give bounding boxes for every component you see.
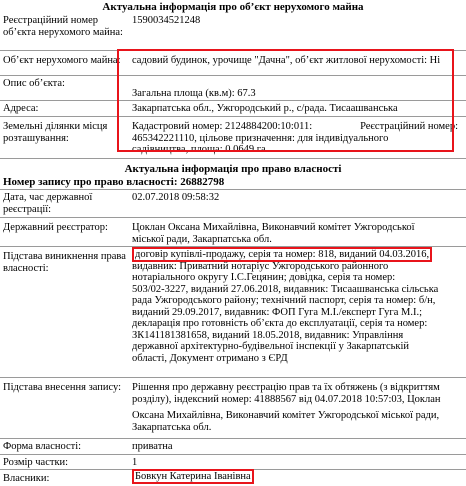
registrar-value — [128, 218, 466, 246]
registrar-label: Державний реєстратор: — [3, 222, 108, 233]
entry-line: Закарпатська обл. — [132, 421, 212, 433]
land-row — [0, 117, 466, 159]
address-value: Закарпатська обл., Ужгородський р., с/рада. Тисаашванська — [132, 103, 398, 114]
land-reg-label: Реєстраційний номер: — [360, 121, 458, 132]
reg-number-row — [0, 15, 466, 51]
share-row — [0, 455, 466, 470]
entry-line: Оксана Михайлівна, Виконавчий комітет Ужгородської міської ради, — [132, 410, 440, 421]
section-title-ownership: Актуальна інформація про право власності — [124, 163, 342, 175]
address-label: Адреса: — [3, 103, 39, 114]
property-table — [0, 15, 466, 159]
share-value: 1 — [132, 457, 138, 468]
form-label: Форма власності: — [3, 441, 82, 452]
entry-line: розділу), індексний номер: 41888567 від 04.07.2018 10:57:03, Цоклан — [132, 393, 441, 405]
basis-line: області, Документ отримано з ЄРД — [132, 352, 288, 364]
cadastral-number: Кадастровий номер: 2124884200:10:011: — [132, 121, 313, 132]
land-value — [128, 117, 466, 158]
basis-line: декларація про готовність об’єкта до експлуатації, серія та номер: — [132, 318, 428, 329]
object-value: садовий будинок, урочище "Дачна", об’єкт житлової нерухомості: Ні — [132, 55, 441, 66]
registrar-row — [0, 218, 466, 247]
basis-line: рада Ужгородського району; технічний паспорт, серія та номер: б/н, — [132, 295, 436, 306]
basis-value — [128, 247, 466, 377]
reg-number-value: 1590034521248 — [132, 15, 201, 26]
date-row — [0, 190, 466, 218]
object-row — [0, 51, 466, 76]
basis-line: видавник: Приватний нотаріус Ужгородського районного — [132, 260, 389, 272]
date-label: Дата, час державної реєстрації: — [3, 192, 93, 215]
date-value: 02.07.2018 09:58:32 — [132, 192, 220, 203]
entry-row — [0, 378, 466, 439]
owners-row — [0, 470, 466, 486]
reg-number-label: Реєстраційний номер об’єкта нерухомого майна: — [3, 15, 123, 38]
registrar-line-2: міської ради, Закарпатська обл. — [132, 233, 272, 245]
owners-label: Власники: — [3, 473, 50, 484]
owners-value: Бовкун Катерина Іванівна — [132, 469, 254, 484]
owners-value-wrap — [128, 470, 466, 486]
basis-row — [0, 247, 466, 378]
basis-line: нотаріального округу І.С.Гецянин; довідка, серія та номер: — [132, 272, 396, 283]
description-label: Опис об’єкта: — [3, 78, 65, 89]
land-purpose: 465342221110, цільове призначення: для індивідуального — [132, 132, 389, 144]
basis-line: державної архітектурно-будівельної інспекції у Закарпатській — [132, 341, 410, 352]
share-label: Розмір частки: — [3, 457, 69, 468]
land-label: Земельні ділянки місця розташування: — [3, 121, 108, 144]
description-row — [0, 76, 466, 101]
section-title-property: Актуальна інформація про об’єкт нерухомого майна — [102, 1, 364, 13]
land-area: садівництва, площа: 0.0649 га — [132, 144, 266, 155]
object-label: Об’єкт нерухомого майна: — [3, 55, 121, 66]
basis-line: ЗК141181381658, виданий 18.05.2018, видавник: Управління — [132, 329, 404, 341]
basis-line: виданий 29.09.2017, видавник: ФОП Гуга М.І./експерт Гуга М.І.; — [132, 306, 422, 318]
registrar-line-1: Цоклан Оксана Михайлівна, Виконавчий комітет Ужгородської — [132, 222, 415, 233]
ownership-table — [0, 176, 466, 486]
entry-line: Рішення про державну реєстрацію прав та їх обтяжень (з відкриттям — [132, 382, 440, 393]
address-row — [0, 101, 466, 117]
entry-value — [128, 378, 466, 438]
entry-label: Підстава внесення запису: — [3, 382, 122, 393]
description-value: Загальна площа (кв.м): 67.3 — [132, 88, 256, 99]
basis-label: Підстава виникнення права власності: — [3, 251, 126, 274]
basis-line: 503/02-3227, виданий 27.06.2018, видавник: Тисаашванська сільська — [132, 283, 439, 295]
form-value: приватна — [132, 441, 173, 452]
record-number: Номер запису про право власності: 26882798 — [0, 176, 466, 190]
form-row — [0, 439, 466, 455]
basis-highlight: договір купівлі-продажу, серія та номер: 818, виданий 04.03.2016, — [132, 247, 432, 262]
